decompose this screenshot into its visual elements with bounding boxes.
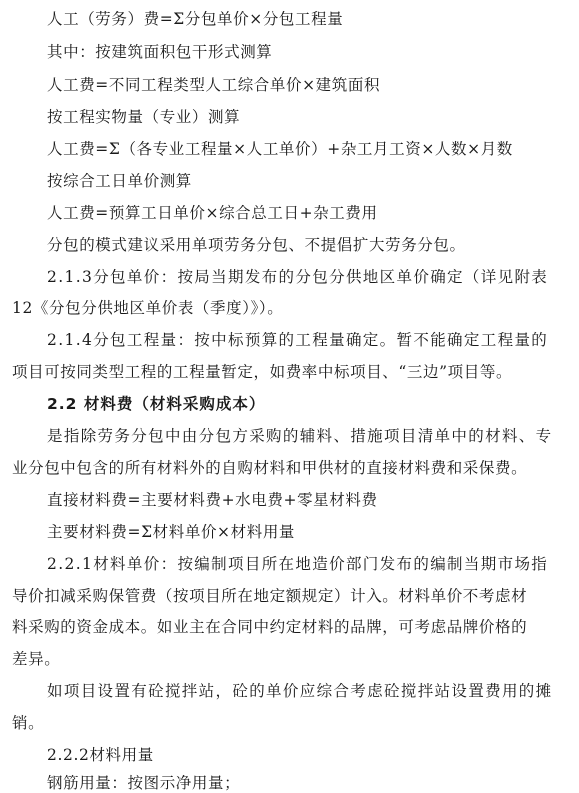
text-quantity-method: 按工程实物量（专业）测算 [47,108,241,126]
formula-workday-labor: 人工费=预算工日单价×综合总工日+杂工费用 [47,204,378,222]
heading-2-2: 2.2 材料费（材料采购成本） [47,395,266,413]
section-2-1-4-cont: 项目可按同类型工程的工程量暂定，如费率中标项目、“三边”项目等。 [12,363,513,381]
formula-area-labor: 人工费=不同工程类型人工综合单价×建筑面积 [47,76,381,94]
paragraph-material-def: 是指除劳务分包中由分包方采购的辅料、措施项目清单中的材料、专 [47,427,553,445]
text-workday-method: 按综合工日单价测算 [47,172,192,190]
paragraph-mixing-station: 如项目设置有砼搅拌站，砼的单价应综合考虑砼搅拌站设置费用的摊 [47,682,553,700]
section-2-2-1-cont-3: 差异。 [12,650,61,668]
section-2-2-1-cont-2: 料采购的资金成本。如业主在合同中约定材料的品牌，可考虑品牌价格的 [12,618,528,636]
paragraph-material-def-cont: 业分包中包含的所有材料外的自购材料和甲供材的直接材料费和采保费。 [12,459,528,477]
section-2-1-4: 2.1.4分包工程量：按中标预算的工程量确定。暂不能确定工程量的 [47,331,549,349]
formula-direct-material: 直接材料费=主要材料费+水电费+零星材料费 [47,491,378,509]
formula-labor-cost: 人工（劳务）费=Σ分包单价×分包工程量 [47,10,344,28]
section-2-2-1: 2.2.1材料单价：按编制项目所在地造价部门发布的编制当期市场指 [47,555,549,573]
section-2-1-3: 2.1.3分包单价：按局当期发布的分包分供地区单价确定（详见附表 [47,268,549,286]
section-2-2-1-cont-1: 导价扣减采购保管费（按项目所在地定额规定）计入。材料单价不考虑材 [12,587,528,605]
paragraph-mixing-station-cont: 销。 [12,714,45,732]
section-2-1-3-cont: 12《分包分供地区单价表（季度）》）。 [12,299,284,317]
text-subcontract-mode: 分包的模式建议采用单项劳务分包、不提倡扩大劳务分包。 [47,236,466,254]
section-2-2-2: 2.2.2材料用量 [47,746,154,764]
text-area-based-method: 其中：按建筑面积包干形式测算 [47,43,273,61]
formula-quantity-labor: 人工费=Σ（各专业工程量×人工单价）+杂工月工资×人数×月数 [47,140,513,158]
formula-main-material: 主要材料费=Σ材料单价×材料用量 [47,523,296,541]
text-rebar-usage: 钢筋用量：按图示净用量； [47,774,241,792]
